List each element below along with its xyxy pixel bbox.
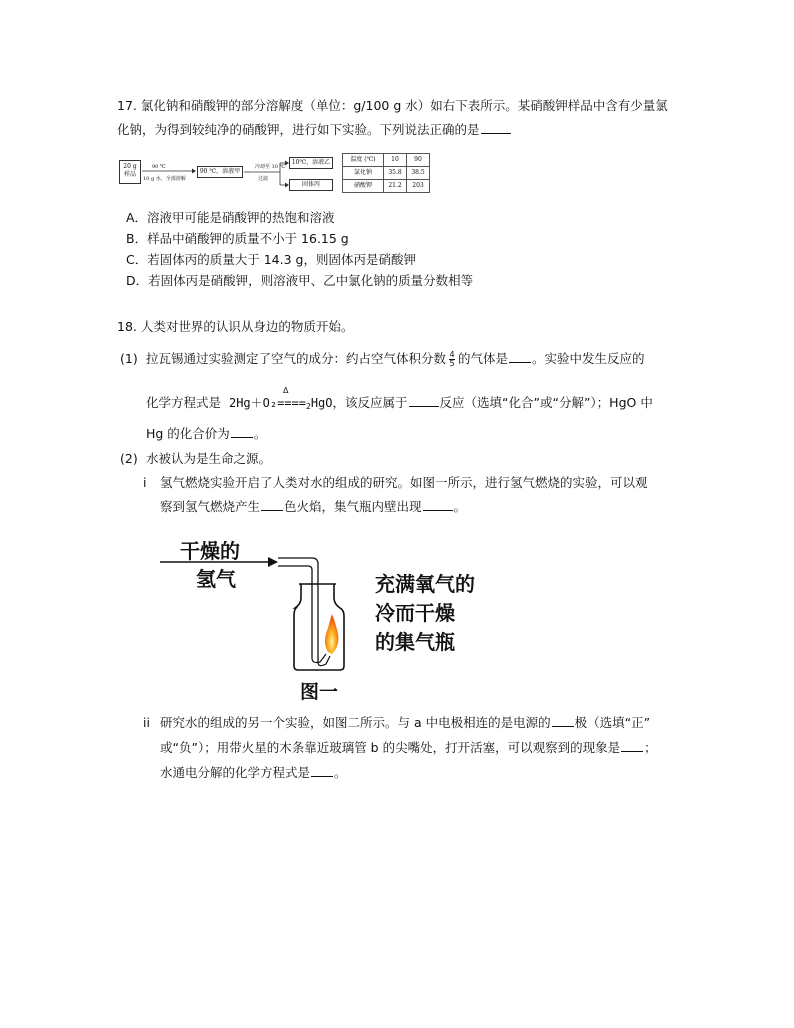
arrow2-bottom-label: 过滤 — [258, 176, 269, 182]
answer-blank[interactable] — [423, 498, 453, 511]
bottle-label-line2: 冷而干燥 — [375, 601, 455, 625]
gas-label-line2: 氢气 — [196, 567, 236, 591]
q17-stem-line2: 化钠，为得到较纯净的硝酸钾，进行如下实验。下列说法正确的是 — [117, 121, 512, 139]
gas-label-line1: 干燥的 — [180, 539, 240, 563]
fraction-four-fifths: $\frac{4}{5}$ — [449, 350, 455, 368]
sub-ii-line1: 研究水的组成的另一个实验，如图二所示。与 a 中电极相连的是电源的 极（选填“正” — [160, 715, 651, 730]
sub-ii-number: ii — [143, 715, 150, 730]
chemical-equation: $2Hg+O_2====_2HgO$ — [228, 396, 333, 411]
q18-part2-number: (2) — [120, 451, 138, 466]
sub-ii-line3: 水通电分解的化学方程式是 。 — [160, 765, 347, 780]
answer-blank[interactable] — [509, 350, 531, 363]
table-row: 硝酸钾 21.2 203 — [343, 180, 430, 193]
option-a[interactable]: A．溶液甲可能是硝酸钾的热饱和溶液 — [126, 210, 335, 225]
option-d[interactable]: D．若固体丙是硝酸钾，则溶液甲、乙中氯化钠的质量分数相等 — [126, 273, 474, 288]
solution-b-box: 10℃，溶液乙 — [289, 157, 333, 169]
answer-blank[interactable] — [311, 764, 333, 777]
answer-blank[interactable] — [231, 425, 253, 438]
sub-i-number: i — [143, 475, 147, 490]
table-row: 氯化钠 35.8 38.5 — [343, 167, 430, 180]
sub-ii-line2: 或“负”）；用带火星的木条靠近玻璃管 b 的尖嘴处，打开活塞，可以观察到的现象是 ； — [160, 740, 657, 755]
q18-part2-stem: 水被认为是生命之源。 — [146, 451, 272, 466]
answer-blank[interactable] — [261, 498, 283, 511]
answer-blank[interactable] — [621, 739, 643, 752]
q18-part1-number: (1) — [120, 351, 138, 366]
table-header-row: 温度 (℃) 10 90 — [343, 154, 430, 167]
option-b[interactable]: B．样品中硝酸钾的质量不小于 16.15 g — [126, 231, 349, 246]
solution-a-box: 90 ℃，溶液甲 — [197, 166, 243, 178]
arrow2-icon — [244, 159, 289, 189]
equation-delta-symbol: Δ — [283, 386, 289, 395]
q18-part1-line2: 化学方程式是 $2Hg+O_2====_2HgO$，该反应属于 反应（选填“化合”或“分解”）；HgO 中 — [146, 395, 653, 411]
arrow1-top-label: 90 ℃ — [152, 164, 166, 170]
q17-stem-line1: 17. 氯化钠和硝酸钾的部分溶解度（单位：g/100 g 水）如右下表所示。某硝酸钾样品中含有少量氯 — [117, 98, 668, 113]
q18-part1-line3: Hg 的化合价为 。 — [146, 426, 267, 441]
sub-i-line2: 察到氢气燃烧产生 色火焰，集气瓶内壁出现 。 — [160, 499, 467, 514]
answer-blank[interactable] — [552, 714, 574, 727]
solid-c-box: 固体丙 — [289, 179, 333, 191]
arrow2-top-label: 冷却至 10 ℃ — [255, 164, 286, 170]
answer-blank[interactable] — [409, 394, 439, 407]
option-c[interactable]: C．若固体丙的质量大于 14.3 g，则固体丙是硝酸钾 — [126, 252, 416, 267]
arrow1-bottom-label: 10 g 水，全部溶解 — [143, 176, 186, 182]
sample-box: 20 g 样品 — [119, 160, 141, 184]
figure-1-caption: 图一 — [300, 681, 339, 703]
solubility-table — [342, 153, 430, 193]
flame-icon — [325, 614, 338, 654]
q18-stem: 18. 人类对世界的认识从身边的物质开始。 — [117, 319, 354, 334]
arrow1-icon — [142, 168, 196, 174]
sub-i-line1: 氢气燃烧实验开启了人类对水的组成的研究。如图一所示，进行氢气燃烧的实验，可以观 — [160, 475, 648, 490]
bottle-label-line1: 充满氧气的 — [375, 572, 475, 596]
hydrogen-combustion-apparatus — [160, 550, 360, 675]
answer-blank[interactable] — [481, 121, 511, 134]
q18-part1-line1: 拉瓦锡通过实验测定了空气的成分：约占空气体积分数 $\frac{4}{5}$ 的气体是 。实验中发生反应的 — [146, 350, 645, 368]
bottle-label-line3: 的集气瓶 — [375, 630, 455, 654]
